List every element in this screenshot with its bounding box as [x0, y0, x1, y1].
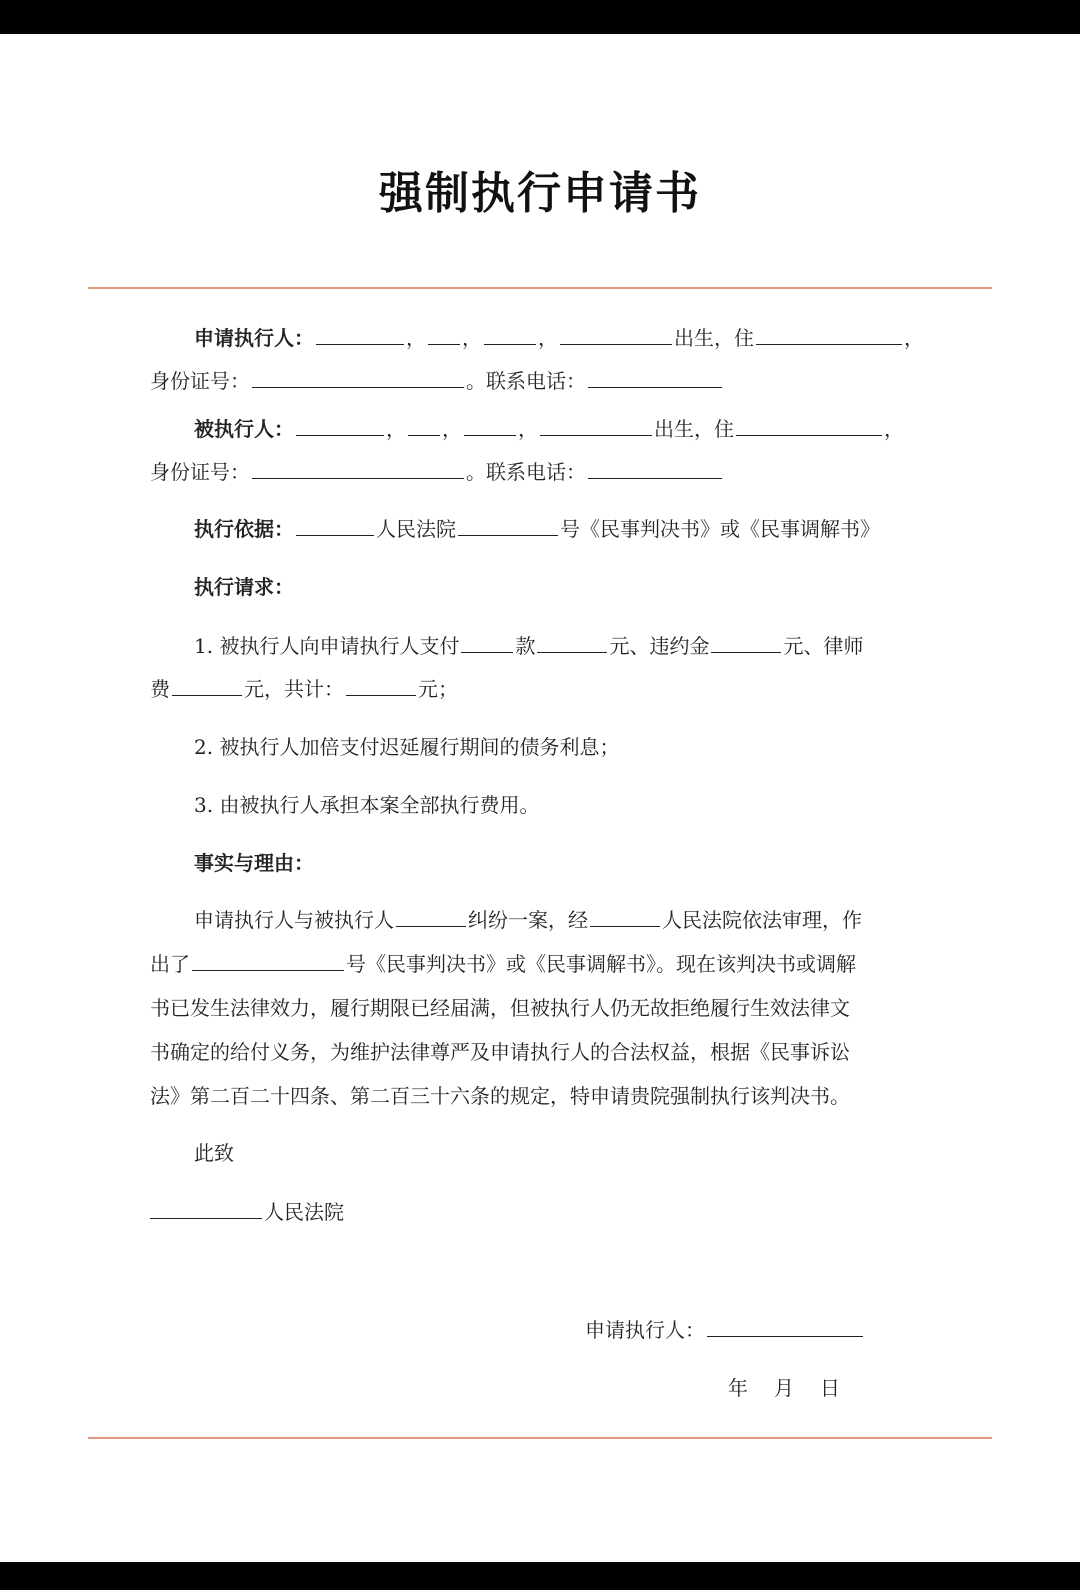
respondent-sep-3: ，	[518, 417, 538, 441]
respondent-line-2	[150, 458, 940, 486]
facts-label: 事实与理由：	[194, 851, 314, 875]
bottom-black-bar	[0, 1562, 1080, 1590]
respondent-end: ，	[884, 417, 904, 441]
facts-line-5: 法》第二百二十四条、第二百三十六条的规定，特申请贵院强制执行该判决书。	[150, 1084, 850, 1108]
respondent-birth-blank	[540, 415, 652, 436]
facts-line-3: 书已发生法律效力，履行期限已经届满，但被执行人仍无故拒绝履行生效法律文	[150, 996, 850, 1020]
request-payment-type-blank	[461, 632, 513, 653]
request-item-1-b: 款	[515, 634, 536, 658]
signature-line	[585, 1316, 865, 1344]
respondent-born-live: 出生，住	[654, 417, 734, 441]
request-item-1-c: 元、违约金	[609, 634, 710, 658]
request-item-1-f: 元，共计：	[244, 677, 344, 701]
document-page	[0, 34, 1080, 1562]
basis-text: 号《民事判决书》或《民事调解书》	[560, 517, 880, 541]
bottom-divider	[88, 1437, 992, 1439]
document-title: 强制执行申请书	[379, 168, 701, 219]
closing-court: 人民法院	[264, 1200, 344, 1224]
applicant-id-blank	[252, 367, 464, 388]
request-item-1-line-1	[194, 632, 940, 660]
facts-court-blank	[590, 906, 660, 927]
top-divider	[88, 287, 992, 289]
closing-court-blank	[150, 1198, 262, 1219]
closing-court-line	[150, 1198, 940, 1226]
request-item-1-d: 元、律师	[783, 634, 864, 658]
requests-label: 执行请求：	[194, 575, 294, 599]
request-lawyer-fee-blank	[172, 675, 242, 696]
basis-line	[194, 515, 940, 543]
request-item-1-line-2	[150, 675, 940, 703]
date-month: 月	[774, 1376, 794, 1400]
facts-p2-b: 号《民事判决书》或《民事调解书》。现在该判决书或调解	[346, 952, 856, 976]
signature-date	[728, 1374, 866, 1402]
applicant-address-blank	[756, 324, 902, 345]
respondent-phone-blank	[588, 458, 722, 479]
facts-dispute-blank	[396, 906, 466, 927]
applicant-born-live: 出生，住	[674, 326, 754, 350]
request-item-1-a: 1. 被执行人向申请执行人支付	[194, 634, 460, 658]
request-total-blank	[346, 675, 416, 696]
signature-blank	[707, 1316, 863, 1337]
applicant-name-blank	[316, 324, 404, 345]
basis-case-number-blank	[458, 515, 558, 536]
facts-line-2	[150, 950, 940, 978]
applicant-birth-blank	[560, 324, 672, 345]
date-day: 日	[820, 1376, 840, 1400]
applicant-sep-1: ，	[406, 326, 426, 350]
applicant-sep-3: ，	[538, 326, 558, 350]
facts-case-number-blank	[192, 950, 344, 971]
applicant-phone-blank	[588, 367, 722, 388]
facts-p1-a: 申请执行人与被执行人	[194, 908, 394, 932]
applicant-line-1	[194, 324, 940, 352]
top-black-bar	[0, 0, 1080, 34]
request-amount-blank	[537, 632, 607, 653]
facts-p2-a: 出了	[150, 952, 190, 976]
request-item-2: 2. 被执行人加倍支付迟延履行期间的债务利息；	[194, 735, 620, 759]
applicant-end: ，	[904, 326, 924, 350]
respondent-id-label: 身份证号：	[150, 460, 250, 484]
closing-greeting: 此致	[194, 1141, 234, 1165]
basis-court-blank	[296, 515, 374, 536]
respondent-sep-2: ，	[442, 417, 462, 441]
respondent-line-1	[194, 415, 940, 443]
signature-label: 申请执行人：	[585, 1318, 705, 1342]
applicant-ethnicity-blank	[484, 324, 536, 345]
respondent-address-blank	[736, 415, 882, 436]
facts-p1-b: 纠纷一案，经	[468, 908, 588, 932]
respondent-ethnicity-blank	[464, 415, 516, 436]
request-penalty-blank	[711, 632, 781, 653]
respondent-label: 被执行人：	[194, 417, 294, 441]
applicant-line-2	[150, 367, 940, 395]
applicant-label: 申请执行人：	[194, 326, 314, 350]
respondent-sep-1: ，	[386, 417, 406, 441]
respondent-name-blank	[296, 415, 384, 436]
applicant-phone-label: 。联系电话：	[466, 369, 586, 393]
respondent-phone-label: 。联系电话：	[466, 460, 586, 484]
basis-label: 执行依据：	[194, 517, 294, 541]
applicant-gender-blank	[428, 324, 460, 345]
request-item-1-g: 元；	[418, 677, 458, 701]
applicant-sep-2: ，	[462, 326, 482, 350]
applicant-id-label: 身份证号：	[150, 369, 250, 393]
respondent-gender-blank	[408, 415, 440, 436]
facts-line-1	[194, 906, 940, 934]
basis-court: 人民法院	[376, 517, 456, 541]
date-year: 年	[728, 1376, 748, 1400]
facts-line-4: 书确定的给付义务，为维护法律尊严及申请执行人的合法权益，根据《民事诉讼	[150, 1040, 850, 1064]
request-item-1-e: 费	[150, 677, 170, 701]
respondent-id-blank	[252, 458, 464, 479]
facts-p1-c: 人民法院依法审理，作	[662, 908, 862, 932]
request-item-3: 3. 由被执行人承担本案全部执行费用。	[194, 793, 540, 817]
